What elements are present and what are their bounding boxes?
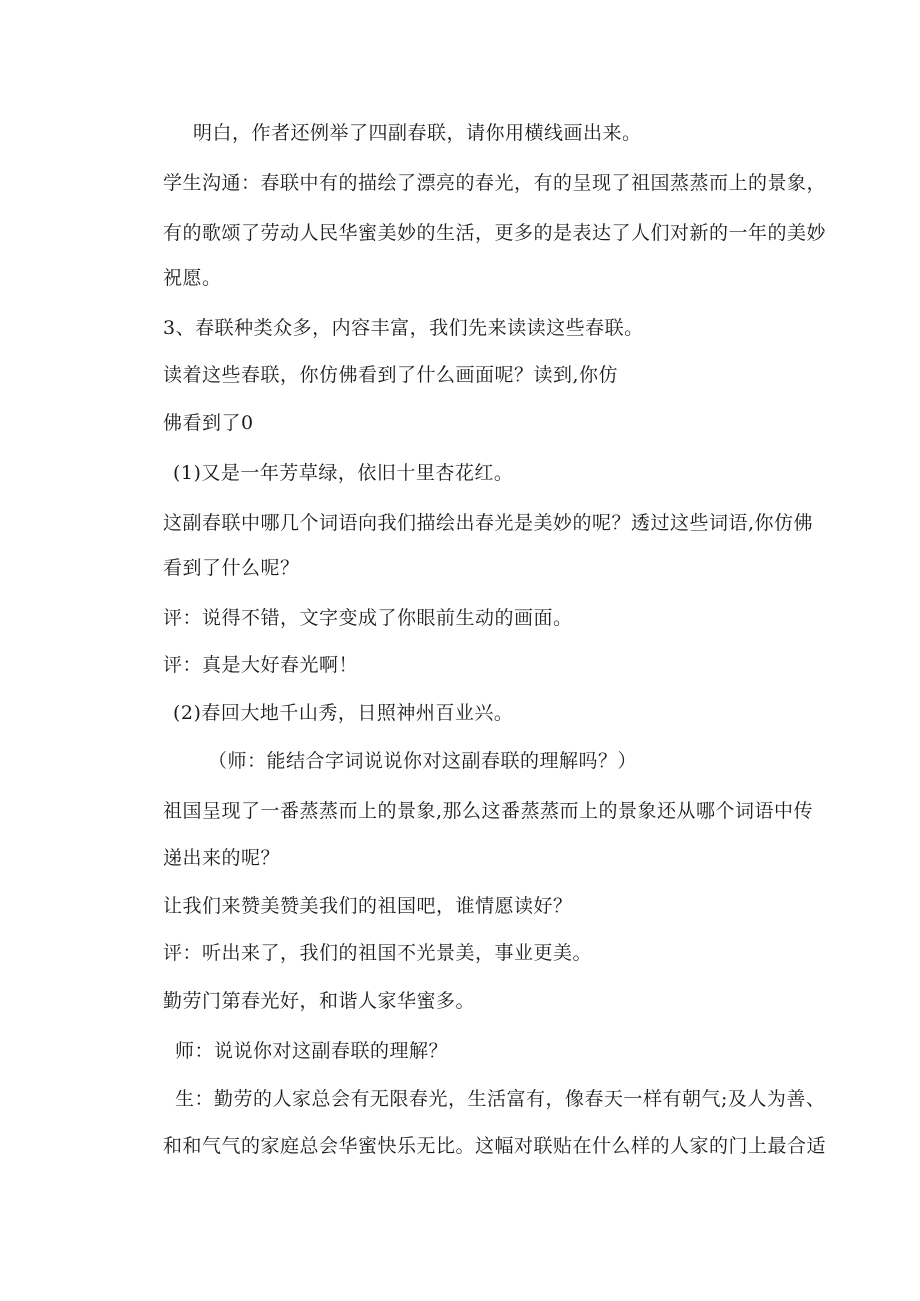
- paragraph-line: 读着这些春联，你仿佛看到了什么画面呢？读到,你仿: [163, 364, 619, 386]
- paragraph-line: 学生沟通：春联中有的描绘了漂亮的春光，有的呈现了祖国蒸蒸而上的景象，: [163, 172, 827, 194]
- paragraph-line: 和和气气的家庭总会华蜜快乐无比。这幅对联贴在什么样的人家的门上最合适: [163, 1135, 827, 1157]
- couplet-line: 勤劳门第春光好，和谐人家华蜜多。: [163, 990, 476, 1012]
- paragraph-line: 生：勤劳的人家总会有无限春光，生活富有，像春天一样有朝气;及人为善、: [175, 1088, 826, 1110]
- paragraph-line: 有的歌颂了劳动人民华蜜美妙的生活，更多的是表达了人们对新的一年的美妙: [163, 222, 827, 244]
- teacher-note: （师：能结合字词说说你对这副春联的理解吗？）: [208, 750, 638, 772]
- paragraph-line: 明白，作者还例举了四副春联，请你用横线画出来。: [193, 122, 642, 144]
- paragraph-line: 佛看到了0: [163, 412, 254, 434]
- couplet-line: (1)又是一年芳草绿，依旧十里杏花红。: [173, 462, 514, 484]
- paragraph-line: 这副春联中哪几个词语向我们描绘出春光是美妙的呢？透过这些词语,你仿佛: [163, 512, 814, 534]
- paragraph-line: 评：听出来了，我们的祖国不光景美，事业更美。: [163, 942, 593, 964]
- paragraph-line: 评：说得不错，文字变成了你眼前生动的画面。: [163, 607, 573, 629]
- paragraph-line: 看到了什么呢？: [163, 557, 300, 579]
- paragraph-line: 祝愿。: [163, 267, 222, 289]
- paragraph-line: 递出来的呢？: [163, 847, 281, 869]
- couplet-line: (2)春回大地千山秀，日照神州百业兴。: [173, 702, 514, 724]
- paragraph-line: 祖国呈现了一番蒸蒸而上的景象,那么这番蒸蒸而上的景象还从哪个词语中传: [163, 800, 814, 822]
- paragraph-line: 让我们来赞美赞美我们的祖国吧，谁情愿读好？: [163, 895, 573, 917]
- paragraph-line: 评：真是大好春光啊！: [163, 654, 359, 676]
- paragraph-line: 3、春联种类众多，内容丰富，我们先来读读这些春联。: [163, 317, 644, 339]
- paragraph-line: 师：说说你对这副春联的理解？: [175, 1040, 449, 1062]
